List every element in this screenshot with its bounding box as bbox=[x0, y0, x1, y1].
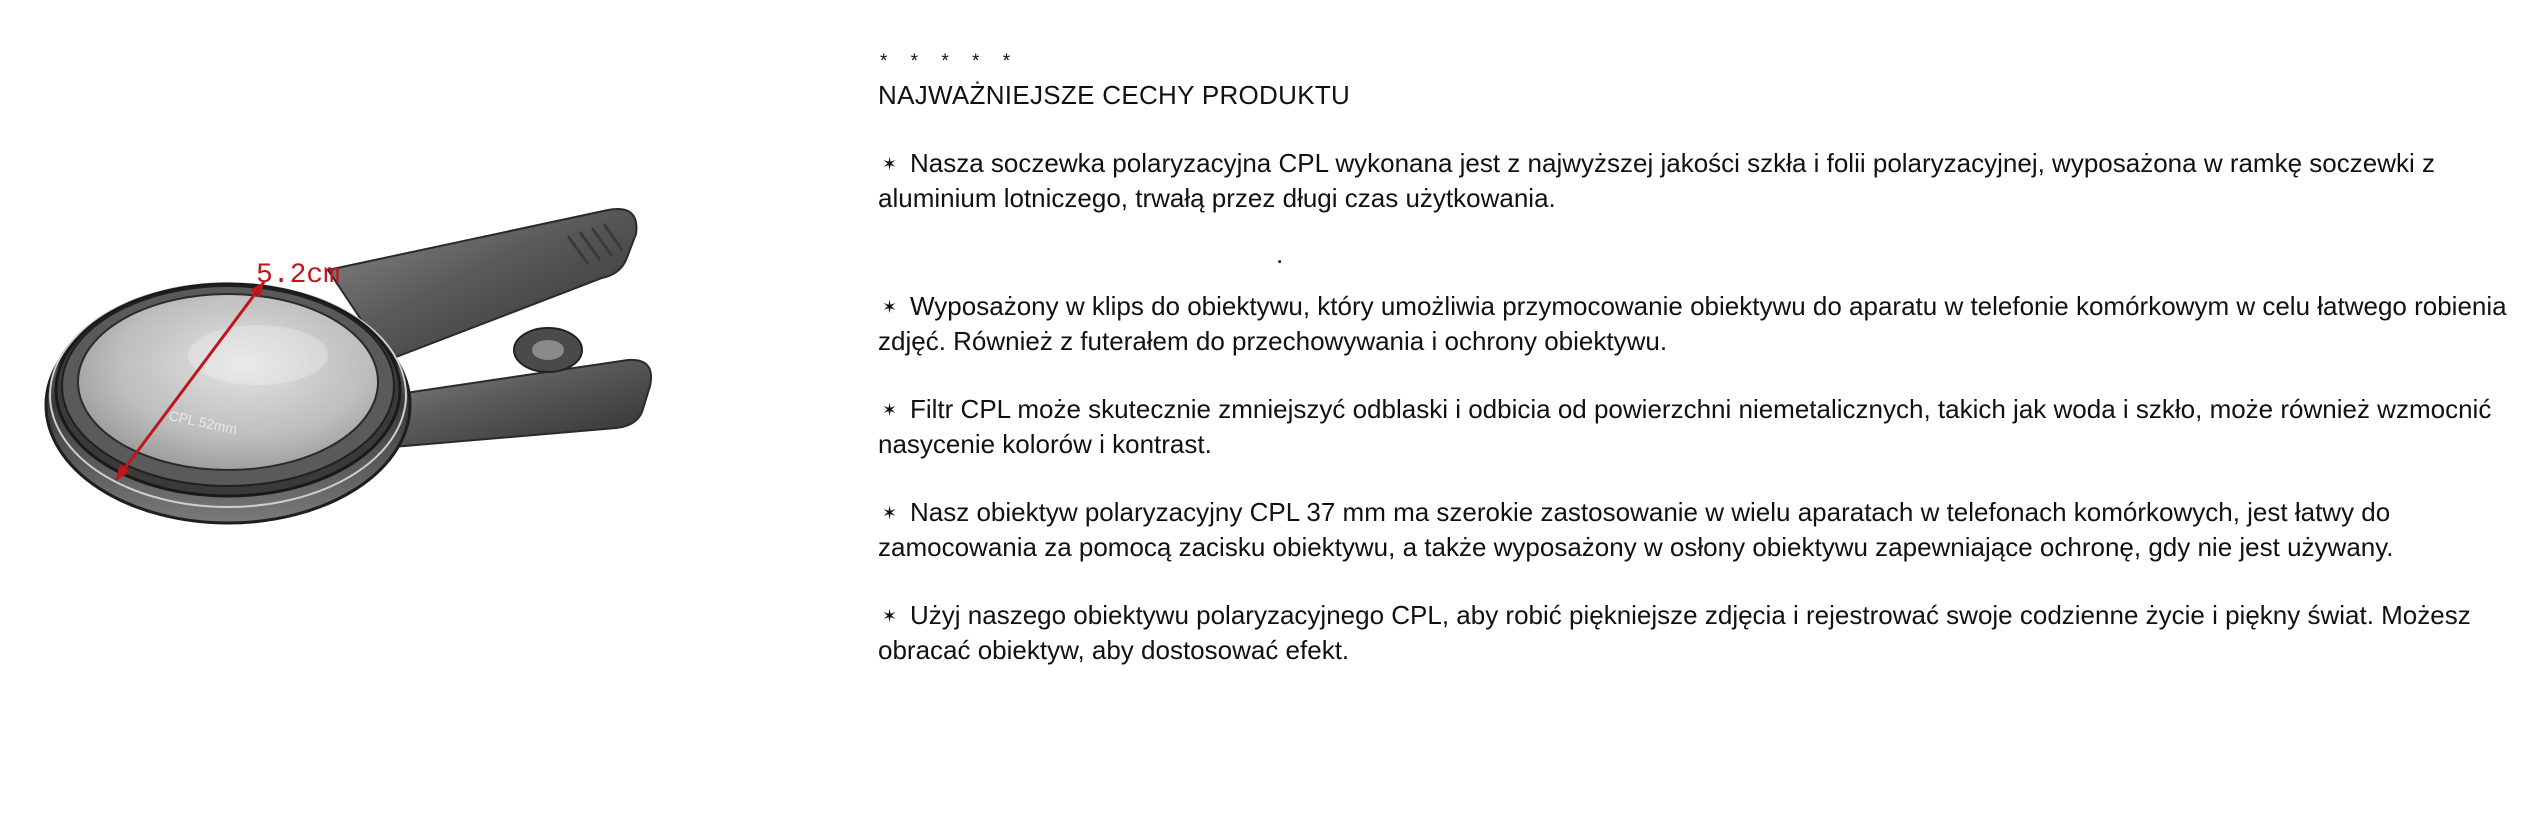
star-bullet-icon: ✶ bbox=[882, 297, 898, 317]
product-photo bbox=[28, 150, 688, 570]
dimension-label: 5.2cm bbox=[256, 260, 341, 291]
feature-text: Nasza soczewka polaryzacyjna CPL wykonana jest z najwyższej jakości szkła i folii polaryzacyjnej, wyposażona w ramkę soczewki z aluminium lotniczego, trwałą przez długi czas użytkowania. bbox=[878, 148, 2435, 213]
feature-text: Wyposażony w klips do obiektywu, który umożliwia przymocowanie obiektywu do aparatu w telefonie komórkowym w celu łatwego robienia zdjęć. Również z futerałem do przechowywania i ochrony obiektywu. bbox=[878, 291, 2507, 356]
cpl-lens-clip-illustration bbox=[28, 150, 688, 570]
separator-dot: . bbox=[1276, 239, 1284, 269]
feature-text: Nasz obiektyw polaryzacyjny CPL 37 mm ma szerokie zastosowanie w wielu aparatach w telefonach komórkowych, jest łatwy do zamocowania za pomocą zacisku obiektywu, a także wyposażony w osłony obiektywu zapewniające ochronę, gdy nie jest używany. bbox=[878, 497, 2394, 562]
feature-text: Użyj naszego obiektywu polaryzacyjnego CPL, aby robić piękniejsze zdjęcia i rejestrować swoje codzienne życie i piękny świat. Możesz obracać obiektyw, aby dostosować efekt. bbox=[878, 600, 2471, 665]
section-heading: NAJWAŻNIEJSZE CECHY PRODUKTU bbox=[878, 80, 1351, 110]
feature-item bbox=[878, 146, 2518, 215]
lens-engraving: CPL 52mm bbox=[167, 407, 239, 438]
star-bullet-icon: ✶ bbox=[882, 606, 898, 626]
star-bullet-icon: ✶ bbox=[882, 503, 898, 523]
product-description bbox=[878, 50, 2518, 667]
feature-item bbox=[878, 392, 2518, 461]
feature-text: Filtr CPL może skutecznie zmniejszyć odblaski i odbicia od powierzchni niemetalicznych, takich jak woda i szkło, może również wzmocnić nasycenie kolorów i kontrast. bbox=[878, 394, 2492, 459]
feature-item bbox=[878, 289, 2518, 358]
feature-item bbox=[878, 598, 2518, 667]
star-bullet-icon: ✶ bbox=[882, 400, 898, 420]
star-bullet-icon: ✶ bbox=[882, 154, 898, 174]
rating-stars: * * * * * bbox=[880, 51, 1020, 72]
feature-item bbox=[878, 495, 2518, 564]
